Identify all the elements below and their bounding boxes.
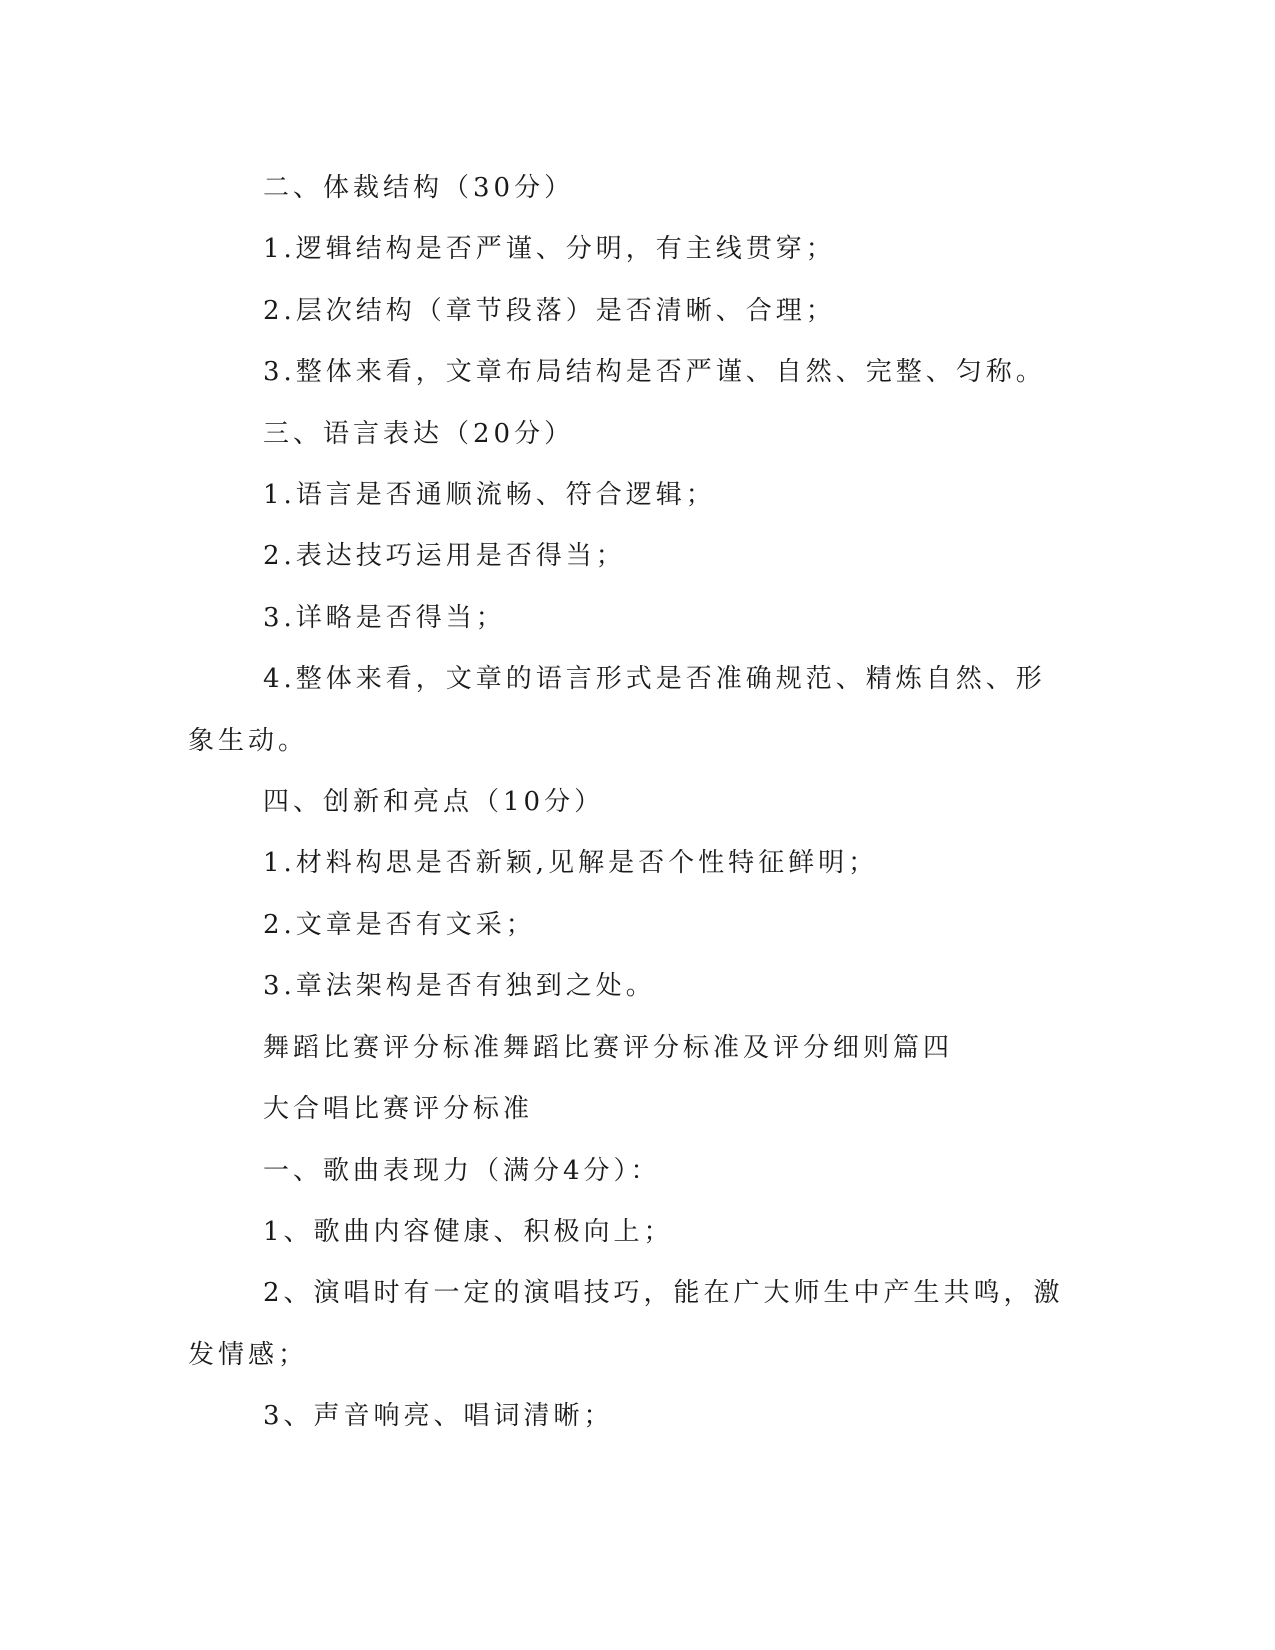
criteria-item: 1.语言是否通顺流畅、符合逻辑； bbox=[263, 480, 716, 511]
criteria-item: 3.详略是否得当； bbox=[263, 602, 506, 633]
criteria-item: 2.层次结构（章节段落）是否清晰、合理； bbox=[263, 295, 836, 326]
document-subtitle: 大合唱比赛评分标准 bbox=[263, 1094, 534, 1125]
criteria-item: 4.整体来看，文章的语言形式是否准确规范、精炼自然、形象生动。 bbox=[188, 664, 1046, 756]
section-heading: 四、创新和亮点（10分） bbox=[263, 787, 605, 818]
criteria-item: 3、声音响亮、唱词清晰； bbox=[263, 1401, 614, 1432]
criteria-item: 2、演唱时有一定的演唱技巧，能在广大师生中产生共鸣，激发情感； bbox=[188, 1278, 1064, 1370]
criteria-item: 1.材料构思是否新颖,见解是否个性特征鲜明； bbox=[263, 848, 879, 879]
section-heading: 三、语言表达（20分） bbox=[263, 418, 575, 449]
section-heading: 一、歌曲表现力（满分4分）： bbox=[263, 1155, 661, 1186]
criteria-item: 3.章法架构是否有独到之处。 bbox=[263, 971, 656, 1002]
criteria-item: 2.文章是否有文采； bbox=[263, 909, 536, 940]
criteria-item: 1、歌曲内容健康、积极向上； bbox=[263, 1216, 674, 1247]
criteria-item: 3.整体来看，文章布局结构是否严谨、自然、完整、匀称。 bbox=[263, 357, 1046, 388]
document-body bbox=[188, 158, 1070, 1448]
criteria-item: 2.表达技巧运用是否得当； bbox=[263, 541, 626, 572]
criteria-item: 1.逻辑结构是否严谨、分明，有主线贯穿； bbox=[263, 234, 836, 265]
article-title: 舞蹈比赛评分标准舞蹈比赛评分标准及评分细则篇四 bbox=[263, 1032, 954, 1063]
section-heading: 二、体裁结构（30分） bbox=[263, 173, 575, 203]
